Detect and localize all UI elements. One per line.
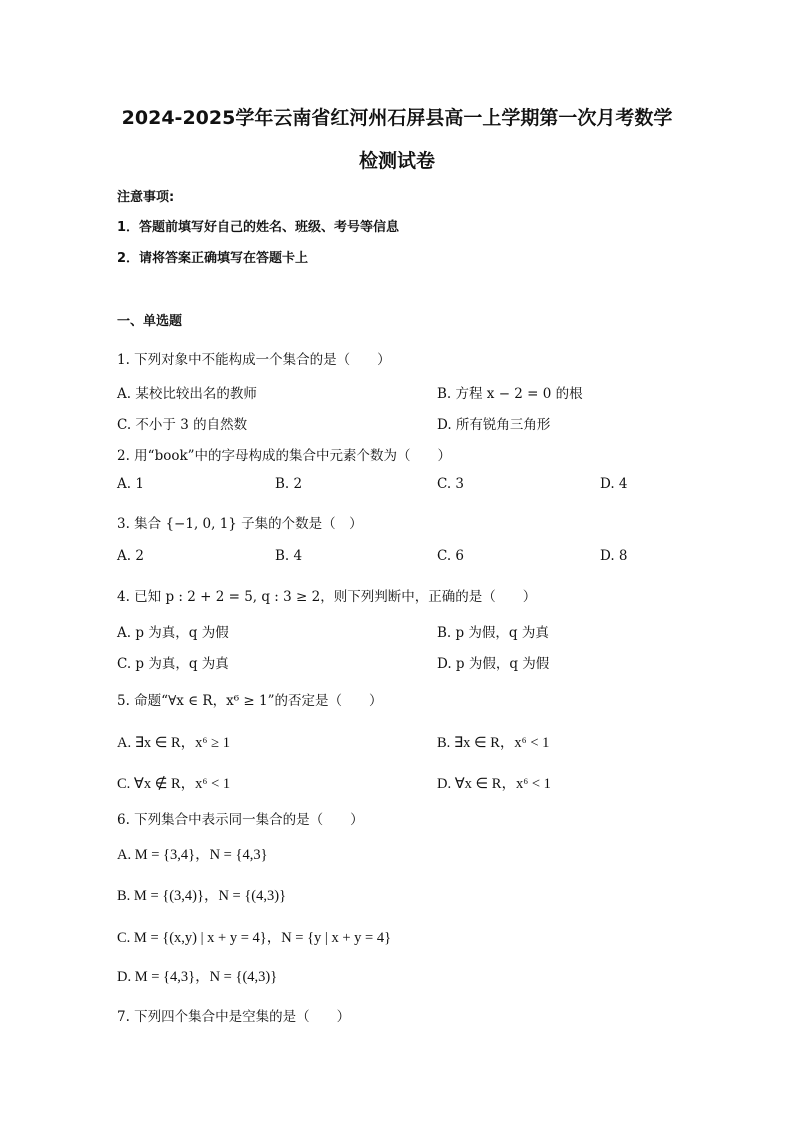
question-stem: 1. 下列对象中不能构成一个集合的是（ ） (117, 352, 391, 368)
notice-item: 1．答题前填写好自己的姓名、班级、考号等信息 (117, 220, 400, 235)
section-heading: 一、单选题 (117, 314, 183, 329)
option-c: C. 3 (437, 476, 465, 492)
option-c: C. M = {(x,y) | x + y = 4}，N = {y | x + y = 4} (117, 930, 392, 946)
option-a: A. p 为真，q 为假 (117, 625, 229, 641)
option-b: B. 2 (275, 476, 303, 492)
notice-heading: 注意事项: (117, 190, 175, 205)
option-b: B. ∃x ∈ R，x⁶ < 1 (437, 735, 550, 751)
option-b: B. 4 (275, 548, 303, 564)
option-d: D. 8 (600, 548, 628, 564)
option-b: B. M = {(3,4)}，N = {(4,3)} (117, 888, 287, 904)
question-stem: 4. 已知 p : 2 + 2 = 5, q : 3 ≥ 2，则下列判断中，正确的是（ ） (117, 589, 537, 605)
option-b: B. 方程 x − 2 = 0 的根 (437, 386, 583, 402)
option-c: C. 6 (437, 548, 465, 564)
option-c: C. ∀x ∉ R，x⁶ < 1 (117, 776, 231, 792)
option-a: A. 1 (117, 476, 144, 492)
page-title: 2024-2025学年云南省红河州石屏县高一上学期第一次月考数学 (121, 107, 673, 129)
option-a: A. 2 (117, 548, 144, 564)
option-c: C. p 为真，q 为真 (117, 656, 229, 672)
question-stem: 6. 下列集合中表示同一集合的是（ ） (117, 812, 364, 828)
option-d: D. p 为假，q 为假 (437, 656, 550, 672)
option-a: A. 某校比较出名的教师 (117, 386, 257, 402)
option-c: C. 不小于 3 的自然数 (117, 417, 248, 433)
option-a: A. ∃x ∈ R，x⁶ ≥ 1 (117, 735, 230, 751)
page-title-line2: 检测试卷 (358, 150, 435, 172)
option-b: B. p 为假，q 为真 (437, 625, 549, 641)
question-stem: 5. 命题“∀x ∈ R，x⁶ ≥ 1”的否定是（ ） (117, 693, 383, 709)
question-stem: 7. 下列四个集合中是空集的是（ ） (117, 1009, 351, 1025)
question-stem: 2. 用“book”中的字母构成的集合中元素个数为（ ） (117, 448, 452, 464)
question-stem: 3. 集合 {−1, 0, 1} 子集的个数是（ ） (117, 516, 363, 532)
notice-item: 2．请将答案正确填写在答题卡上 (117, 251, 309, 266)
option-d: D. 所有锐角三角形 (437, 417, 551, 433)
option-d: D. 4 (600, 476, 628, 492)
option-d: D. ∀x ∈ R，x⁶ < 1 (437, 776, 551, 792)
option-d: D. M = {4,3}，N = {(4,3)} (117, 969, 278, 985)
option-a: A. M = {3,4}，N = {4,3} (117, 847, 268, 863)
